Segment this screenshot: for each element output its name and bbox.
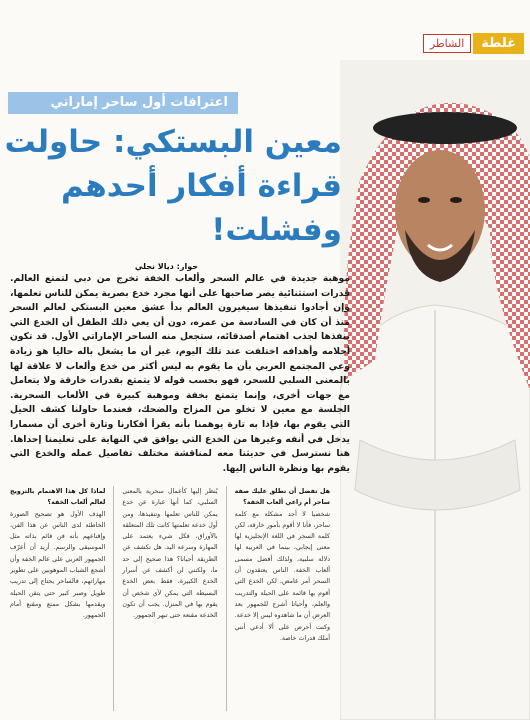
section-tag-main: غلطة	[473, 33, 524, 54]
article-kicker: اعترافات أول ساحر إماراتي	[8, 92, 238, 114]
article-column-1	[235, 486, 330, 711]
article-intro: موهبة جديدة في عالم السحر وألعاب الخفة تخرج من دبي لتمتع العالم. قدرات استثنائية يصر صاحبها على أنها مجرد خدع بصرية يمكن للناس تعلمها، وإن أجادوا تنفيذها سيغيرون العالم بدأ عشق معين البستكي لعالم السحر منذ أن كان في السادسة من عمره، دون أن يعي ذلك الطفل أن الخدع التي ينفذها لجذب اهتمام أصدقائه، ستجعل منه الساحر الإماراتي الأول. قد تكون أحلامه وأهدافه اختلفت عند تلك اليوم، غير أن ما يشغل باله حاليا هو زيادة وعي المجتمع العربي بأن ما يقوم به ليس أكثر من خدع وألعاب لا علاقة لها بالمعنى السلبي للسحر، فهو بحسب قوله لا يتمتع بقدرات خارقة ولا يتعامل مع جهات أخرى، وإنما يتمتع بخفة وموهبة كبيرة في الألعاب السحرية. الجلسة مع معين لا تخلو من المزاح والضحك، فعندما حاولنا كشف الحيل التي يقوم بها، فإذا به تارة يوهمنا بأنه يقرأ أفكارنا وتارة أخرى أن مسمارا يدخل في أنفه وغيرها من الخدع التي يوافق في النهاية على تعليمنا إحداها. هنا نسترسل في حديثنا معه لمناقشة مختلف تفاصيل عمله والخدع التي يقوم بها ونظرة الناس إليها.	[10, 273, 350, 474]
article-headline	[4, 120, 342, 252]
column-question: لماذا كل هذا الاهتمام بالترويج لعالم ألعاب الخفة؟	[10, 488, 106, 507]
section-tag-sub: الشاطر	[423, 34, 471, 53]
portrait-photo	[340, 60, 530, 720]
column-text: الهدف الأول هو تصحيح الصورة الخاطئة لدى الناس عن هذا الفن، وإقناعهم بأنه فن قائم بذاته مثل الموسيقى والرسم. أريد أن أعرّف الجمهور العربي على عالم الخفة وأن أشجع الشباب الموهوبين على تطوير مهاراتهم، فالساحر يحتاج إلى تدريب طويل وصبر كبير حتى يتقن الحيلة ويقدمها بشكل ممتع ومقنع أمام الجمهور.	[10, 510, 106, 620]
column-text: يُنظر إليها كأعمال سحرية بالمعنى السلبي، كما أنها عبارة عن خدع يمكن للناس تعلمها وتنفيذها، ومن أول خدعة تعلمتها كانت تلك المتعلقة بالأوراق، فكل شيء يعتمد على المهارة وسرعة اليد. هل تكشف عن الطريقة أحيانا؟ هذا صحيح إلى حد ما، ولكنني لن أكشف عن أسرار الخدع الكبيرة، فقط بعض الخدع البسيطة التي يمكن لأي شخص أن يقوم بها في المنزل. يجب أن تكون الخدعة مقنعة حتى تبهر الجمهور.	[122, 488, 218, 620]
article-column-3	[10, 486, 105, 711]
byline: حوار: ديالا نحلي	[134, 262, 198, 271]
section-tag	[423, 33, 524, 54]
column-divider	[113, 486, 114, 711]
headline-line-1: معين البستكي: حاولت	[4, 124, 342, 160]
column-question: هل تفضل أن تطلق عليك صفة ساحر أم راعي ألعاب الخفة؟	[234, 488, 330, 507]
headline-line-2: قراءة أفكار أحدهم	[60, 168, 342, 204]
article-column-2	[122, 486, 217, 711]
column-text: شخصيا لا أجد مشكلة مع كلمة ساحر، فأنا لا أقوم بأمور خارقة، لكن كلمة السحر في اللغة الإنجليزية لها معنى إيجابي، بينما في العربية لها دلالة سلبية، ولذلك أفضل مسمى ألعاب الخفة. الناس يعتقدون أن السحر أمر غامض، لكن الخدع التي أقوم بها قائمة على الحيلة والتدريب والعلم، وأحيانا أشرح للجمهور بعد العرض أن ما شاهدوه ليس إلا خدعة. وكنت أحرص على ألا أدعي أنني أملك قدرات خاصة.	[234, 510, 330, 642]
column-divider	[226, 486, 227, 711]
headline-line-3: وفشلت!	[211, 212, 342, 248]
article-columns	[10, 486, 330, 711]
